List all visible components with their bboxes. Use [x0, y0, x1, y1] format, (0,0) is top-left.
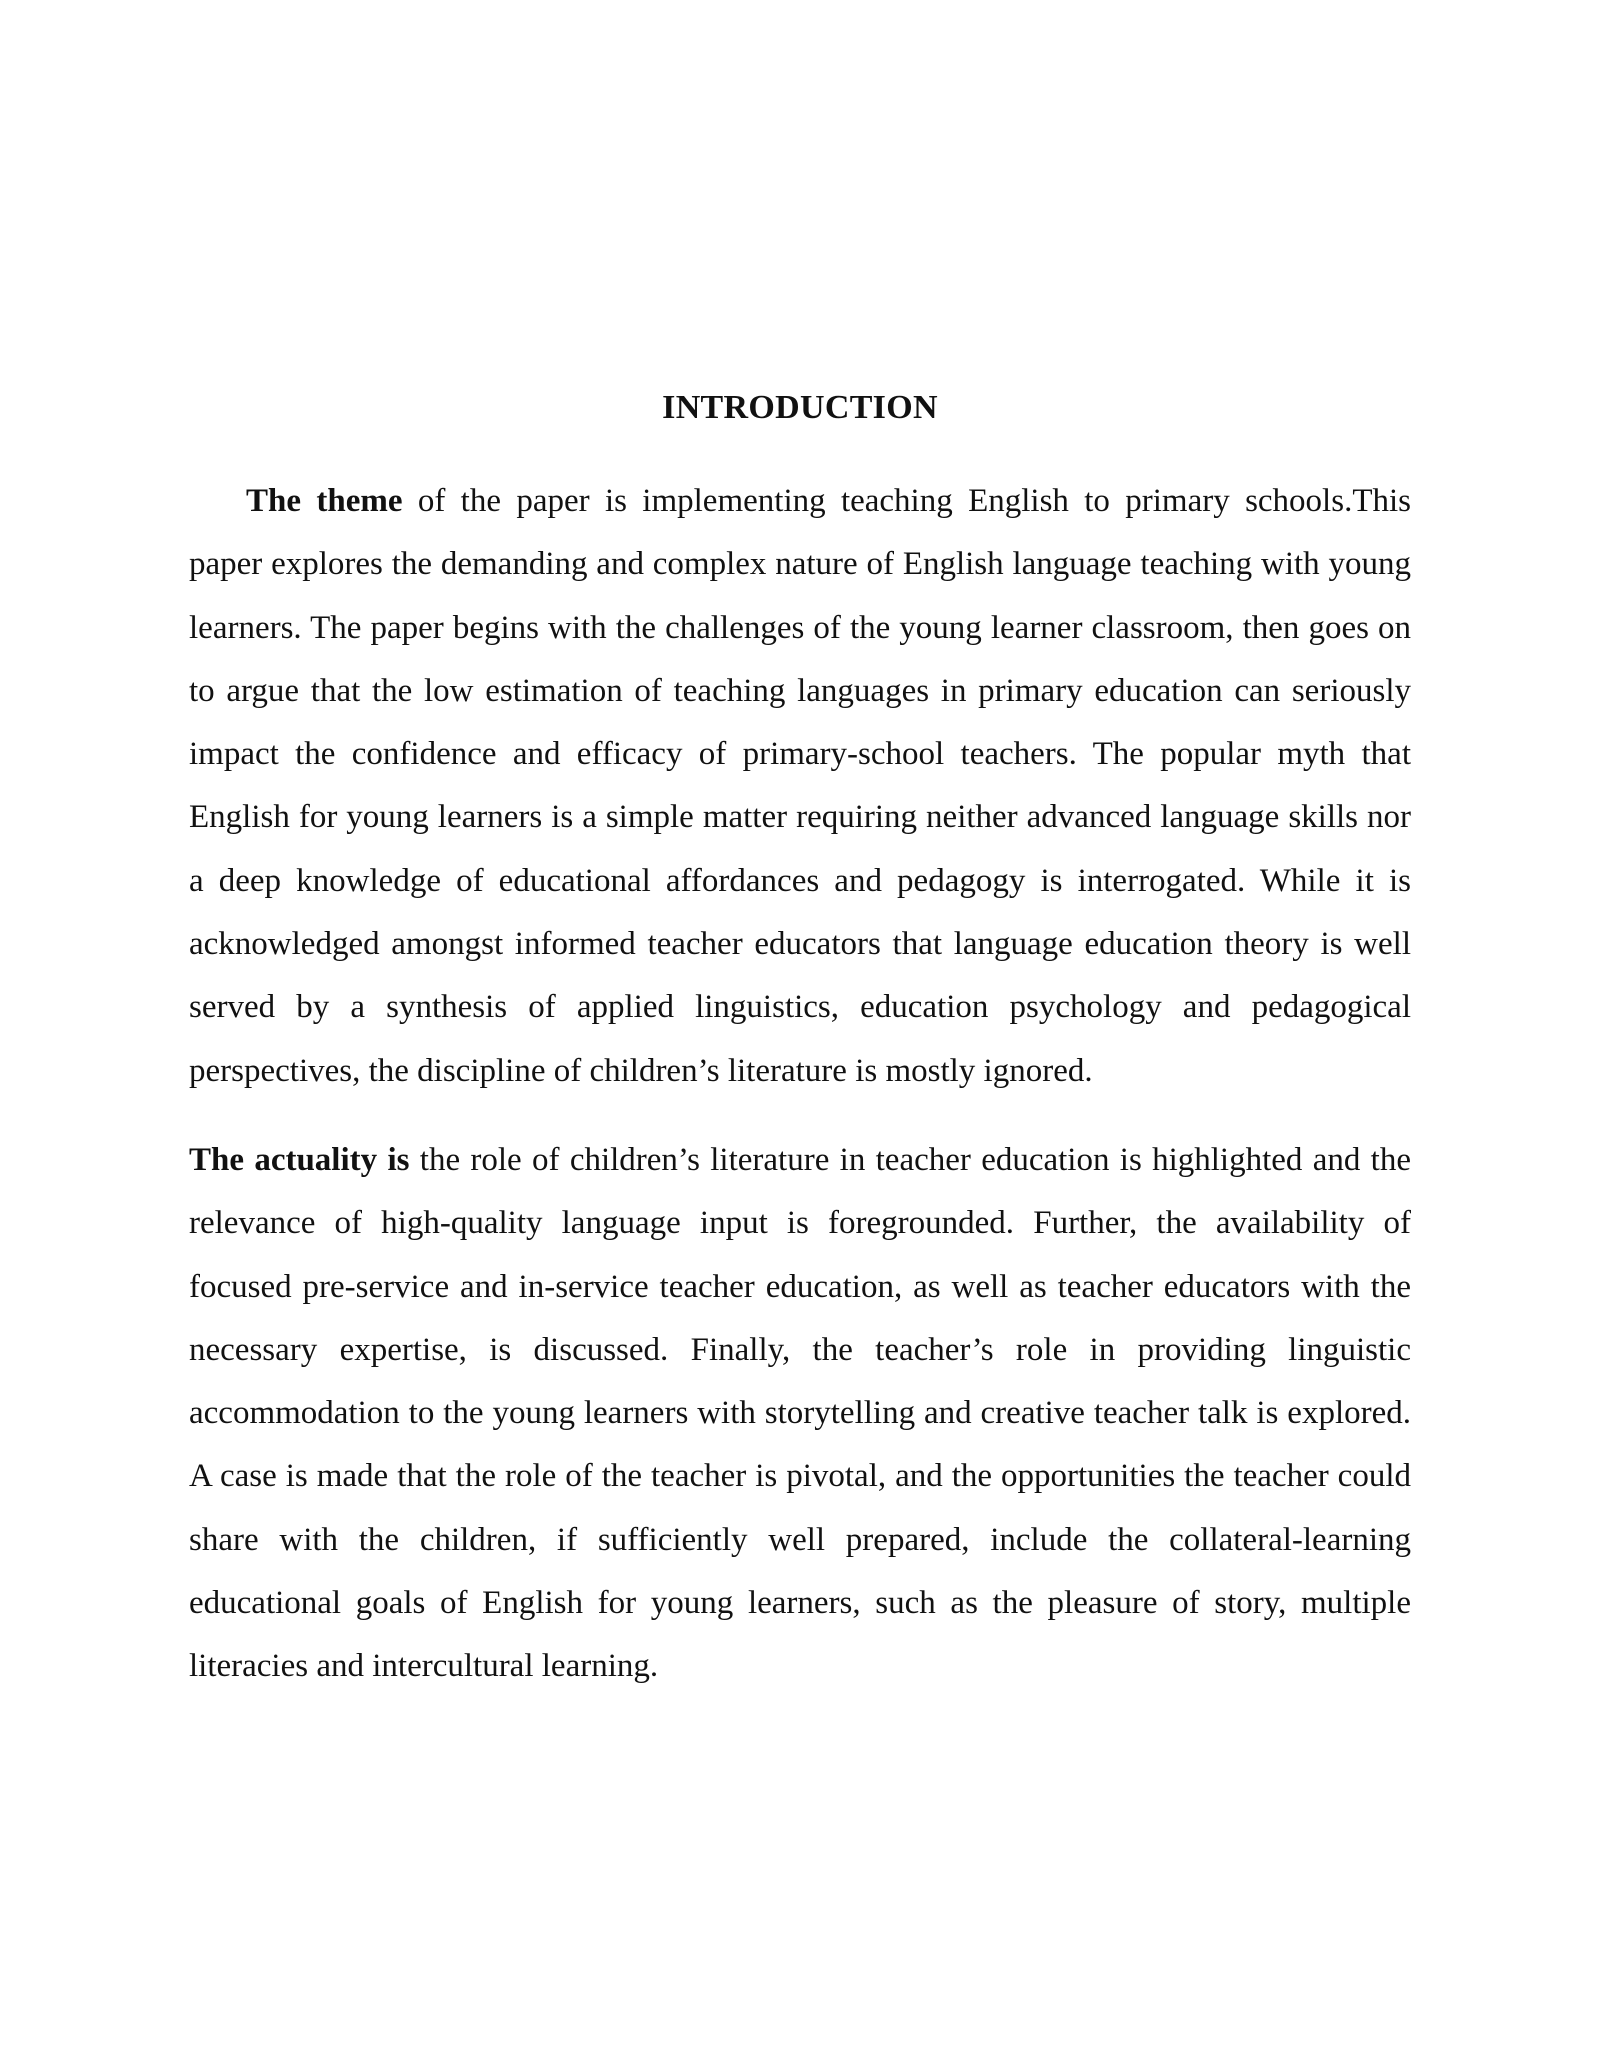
- document-body: [189, 384, 1411, 1699]
- paragraph-text: the role of children’s literature in teacher education is highlighted and the relevance of high-quality language input is foregrounded. Further, the availability of focused pre-service and in-service teacher education, as well as teacher educators with the necessary expertise, is discussed. Finally, the teacher’s role in providing linguistic accommodation to the young learners with storytelling and creative teacher talk is explored. A case is made that the role of the teacher is pivotal, and the opportunities the teacher could share with the children, if sufficiently well prepared, include the collateral-learning educational goals of English for young learners, such as the pleasure of story, multiple literacies and intercultural learning.: [189, 1141, 1411, 1685]
- paragraph-theme: [189, 470, 1411, 1103]
- paragraph-lead-bold: The theme: [246, 483, 403, 519]
- section-heading: INTRODUCTION: [662, 389, 938, 426]
- paragraph-lead-bold: The actuality is: [189, 1141, 410, 1178]
- paragraph-text: of the paper is implementing teaching English to primary schools.This paper explores the demanding and complex nature of English language teaching with young learners. The paper begins with the challenges of the young learner classroom, then goes on to argue that the low estimation of teaching languages in primary education can seriously impact the confidence and efficacy of primary-school teachers. The popular myth that English for young learners is a simple matter requiring neither advanced language skills nor a deep knowledge of educational affordances and pedagogy is interrogated. While it is acknowledged amongst informed teacher educators that language education theory is well served by a synthesis of applied linguistics, education psychology and pedagogical perspectives, the discipline of children’s literature is mostly ignored.: [189, 483, 1411, 1089]
- paragraph-actuality: [189, 1129, 1411, 1699]
